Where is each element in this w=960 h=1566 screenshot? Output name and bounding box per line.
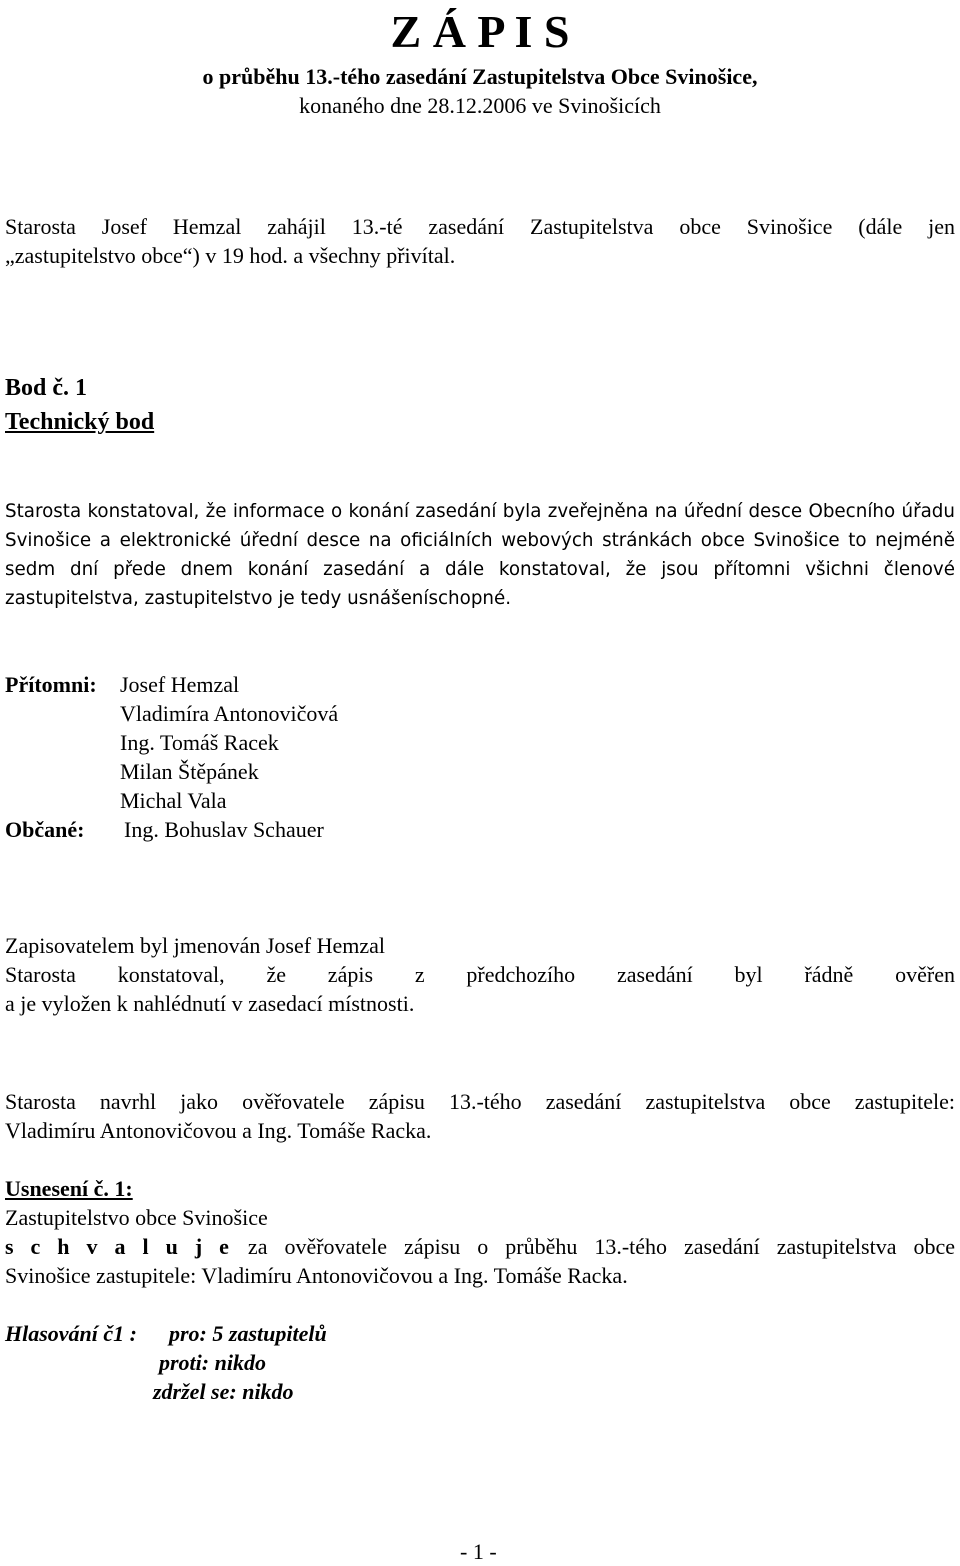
vote-for: pro: 5 zastupitelů — [169, 1321, 327, 1346]
present-member: Michal Vala — [120, 788, 227, 813]
intro-line-2: „zastupitelstvo obce“) v 19 hod. a všechny přivítal. — [5, 243, 456, 268]
resolution-verb: s c h v a l u j e — [5, 1234, 231, 1259]
vote-label: Hlasování č1 : — [5, 1321, 137, 1346]
citizen-name: Ing. Bohuslav Schauer — [124, 817, 324, 842]
verifiers-line-1: Starosta navrhl jako ověřovatele zápisu 13.-tého zasedání zastupitelstva obce zastupitele: — [5, 1089, 955, 1114]
item-number: Bod č. 1 — [5, 375, 88, 401]
recorder-line-1: Zapisovatelem byl jmenován Josef Hemzal — [5, 933, 385, 958]
attendance-block — [5, 670, 955, 844]
resolution-text: za ověřovatele zápisu o průběhu 13.-tého zasedání zastupitelstva obce — [230, 1234, 956, 1259]
document-subtitle: o průběhu 13.-tého zasedání Zastupitelstva Obce Svinošice, — [202, 64, 758, 89]
meeting-date-place: konaného dne 28.12.2006 ve Svinošicích — [299, 93, 661, 118]
present-member: Vladimíra Antonovičová — [120, 701, 339, 726]
resolution-line-3: Svinošice zastupitele: Vladimíru Antonovičovou a Ing. Tomáše Racka. — [5, 1263, 628, 1288]
item-heading: Technický bod — [5, 409, 155, 435]
recorder-line-2: Starosta konstatoval, že zápis z předchozího zasedání byl řádně ověřen — [5, 962, 955, 987]
recorder-line-3: a je vyložen k nahlédnutí v zasedací místnosti. — [5, 991, 415, 1016]
citizens-label: Občané: — [5, 817, 85, 842]
present-label: Přítomni: — [5, 672, 97, 697]
resolution-heading: Usnesení č. 1: — [5, 1176, 133, 1201]
present-member: Milan Štěpánek — [120, 759, 259, 784]
present-member: Ing. Tomáš Racek — [120, 730, 279, 755]
resolution-line-1: Zastupitelstvo obce Svinošice — [5, 1205, 268, 1230]
vote-against: proti: nikdo — [159, 1350, 266, 1375]
resolution-line-2 — [5, 1232, 955, 1261]
item-paragraph: Starosta konstatoval, že informace o konání zasedání byla zveřejněna na úřední desce Obecního úřadu Svinošice a elektronické úřední desce na oficiálních webových stránkách obce Svinošice to nejméně sedm dní přede dnem konání zasedání a dále konstatoval, že jsou přítomni všichni členové zastupitelstva, zastupitelstvo je tedy usnášeníschopné. — [5, 501, 955, 609]
page-number: - 1 - — [460, 1539, 497, 1564]
document-title: Z Á P I S — [390, 6, 570, 57]
verifiers-line-2: Vladimíru Antonovičovou a Ing. Tomáše Racka. — [5, 1118, 432, 1143]
intro-line-1: Starosta Josef Hemzal zahájil 13.-té zasedání Zastupitelstva obce Svinošice (dále jen — [5, 214, 955, 239]
vote-abstain: zdržel se: nikdo — [153, 1379, 294, 1404]
present-member: Josef Hemzal — [120, 672, 240, 697]
